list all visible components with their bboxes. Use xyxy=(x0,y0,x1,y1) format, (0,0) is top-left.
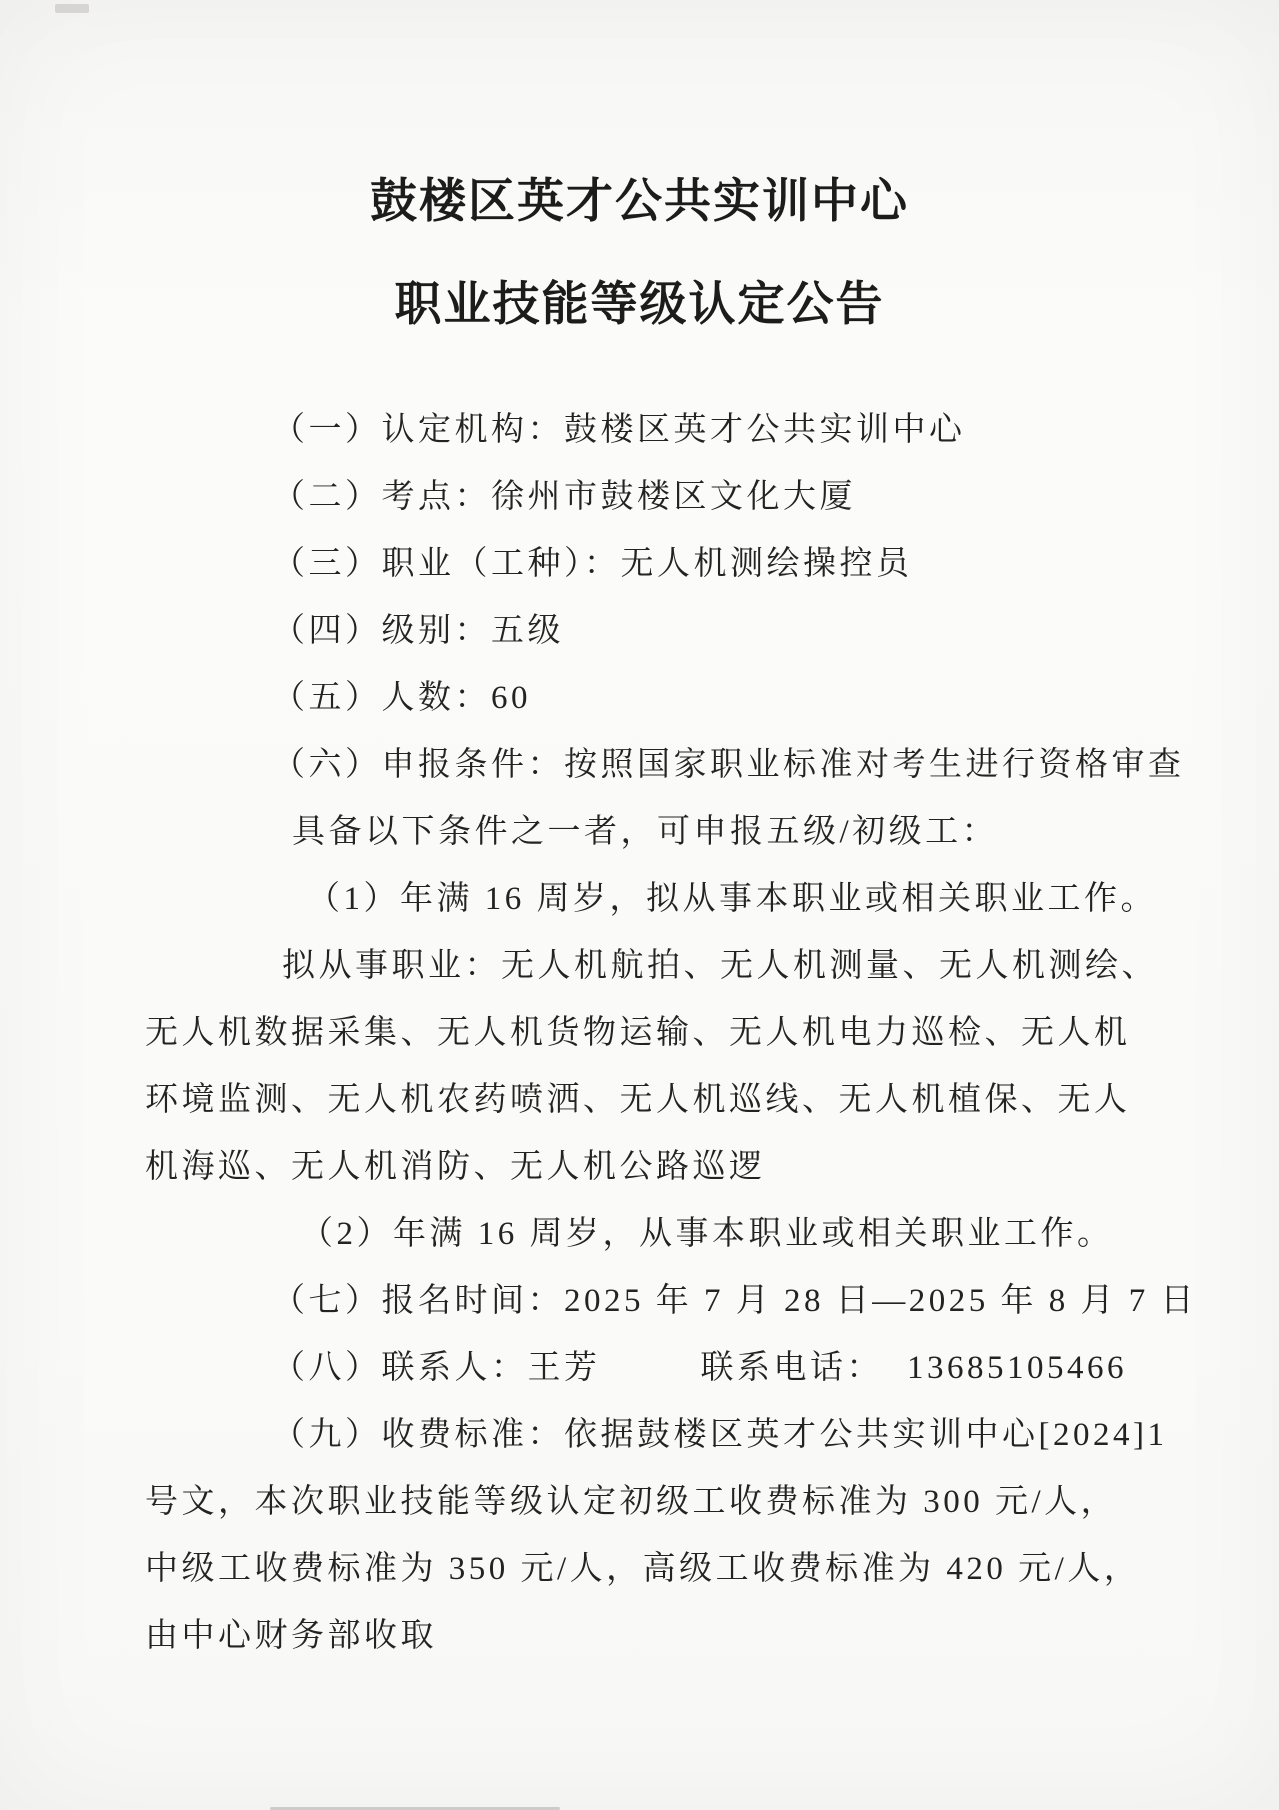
document-title-line2: 职业技能等级认定公告 xyxy=(394,279,885,332)
document-line-item-6: （六）申报条件：按照国家职业标准对考生进行资格审查 xyxy=(272,747,1185,783)
document-line-item-5: （五）人数：60 xyxy=(272,680,531,716)
phone-number: 13685105466 xyxy=(907,1350,1127,1386)
document-title-line1: 鼓楼区英才公共实训中心 xyxy=(370,176,909,229)
contact-person: （八）联系人：王芳 xyxy=(272,1350,601,1386)
phone-label: 联系电话： xyxy=(700,1350,883,1386)
document-line-occupations-4: 机海巡、无人机消防、无人机公路巡逻 xyxy=(145,1149,766,1185)
document-body xyxy=(145,397,1197,1670)
document-line-condition-2: （2）年满 16 周岁，从事本职业或相关职业工作。 xyxy=(300,1216,1114,1252)
document-line-conditions-intro: 具备以下条件之一者，可申报五级/初级工： xyxy=(292,814,999,850)
document-line-occupations-2: 无人机数据采集、无人机货物运输、无人机电力巡检、无人机 xyxy=(145,1015,1131,1051)
document-line-item-3: （三）职业（工种）：无人机测绘操控员 xyxy=(272,546,913,582)
scan-artifact-top-mark xyxy=(55,4,89,13)
document-line-occupations-1: 拟从事职业：无人机航拍、无人机测量、无人机测绘、 xyxy=(282,948,1158,984)
document-line-item-4: （四）级别：五级 xyxy=(272,613,564,649)
document-line-item-2: （二）考点：徐州市鼓楼区文化大厦 xyxy=(272,479,856,515)
document-line-item-1: （一）认定机构：鼓楼区英才公共实训中心 xyxy=(272,412,966,448)
document-line-fees-1: 号文，本次职业技能等级认定初级工收费标准为 300 元/人， xyxy=(145,1484,1118,1520)
document-line-fees-3: 由中心财务部收取 xyxy=(145,1618,437,1654)
document-line-fees-2: 中级工收费标准为 350 元/人，高级工收费标准为 420 元/人， xyxy=(145,1551,1141,1587)
document-line-condition-1: （1）年满 16 周岁，拟从事本职业或相关职业工作。 xyxy=(307,881,1157,917)
document-line-occupations-3: 环境监测、无人机农药喷洒、无人机巡线、无人机植保、无人 xyxy=(145,1082,1131,1118)
document-line-item-8 xyxy=(145,1335,1135,1402)
document-line-item-9: （九）收费标准：依据鼓楼区英才公共实训中心[2024]1 xyxy=(272,1417,1168,1453)
document-line-item-7: （七）报名时间：2025 年 7 月 28 日—2025 年 8 月 7 日 xyxy=(272,1283,1197,1319)
